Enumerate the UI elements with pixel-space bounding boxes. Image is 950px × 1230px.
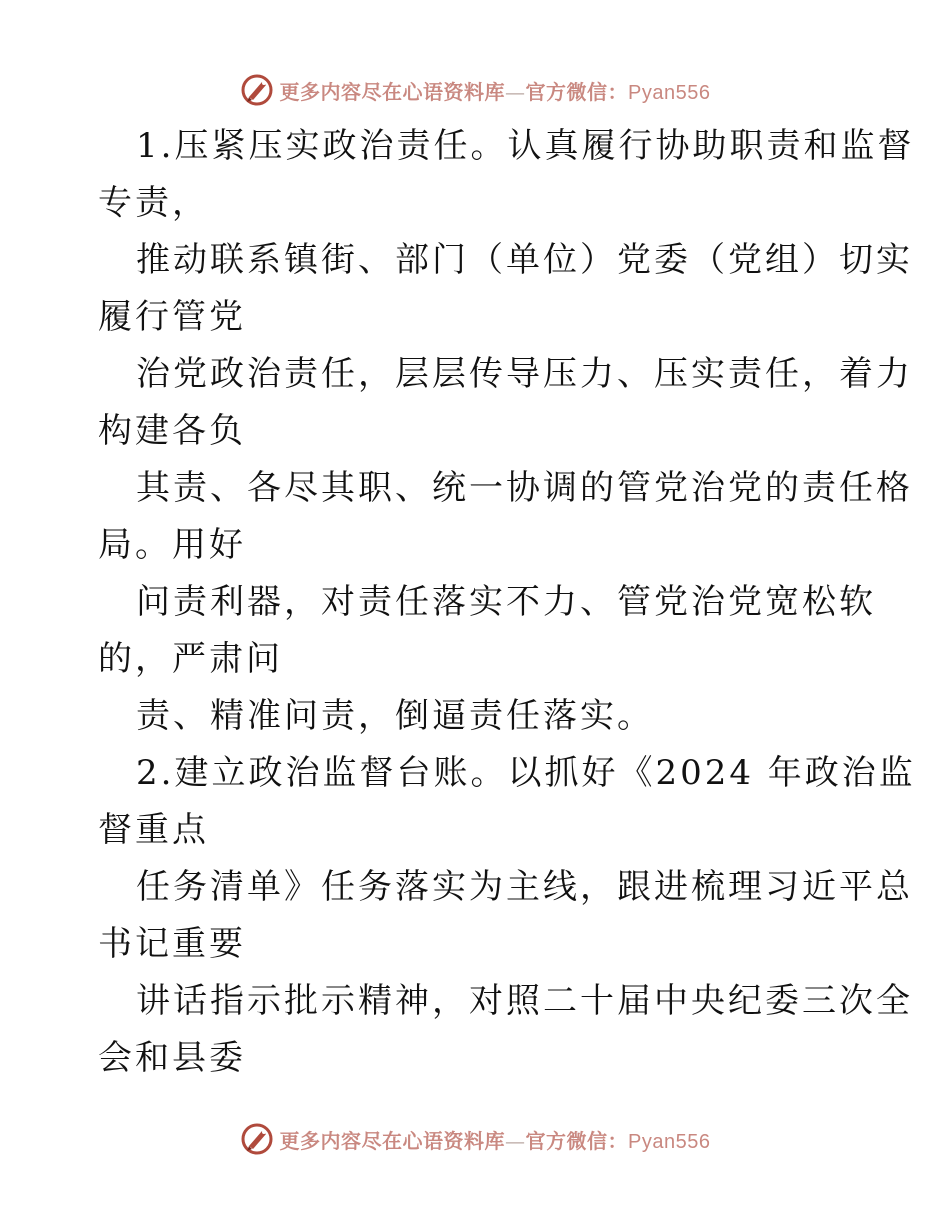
paragraph-line: 2.建立政治监督台账。以抓好《2024 年政治监	[136, 753, 916, 793]
pen-logo-icon	[240, 1122, 274, 1156]
paragraph-line: 推动联系镇街、部门（单位）党委（党组）切实	[136, 240, 913, 280]
paragraph-line: 责、精准问责，倒逼责任落实。	[136, 696, 654, 736]
paragraph	[98, 574, 876, 688]
paragraph-line-continued: 书记重要	[98, 924, 246, 964]
paragraph-line-continued: 会和县委	[98, 1038, 246, 1078]
paragraph-line-continued: 履行管党	[98, 297, 246, 337]
paragraph-line-continued: 督重点	[98, 810, 209, 850]
paragraph	[98, 232, 913, 346]
paragraph	[98, 859, 913, 973]
footer-watermark	[0, 1117, 950, 1161]
paragraph	[98, 346, 913, 460]
header-watermark	[0, 68, 950, 112]
paragraph	[98, 460, 913, 574]
paragraph-line-continued: 构建各负	[98, 411, 246, 451]
watermark-text: 更多内容尽在心语资料库	[279, 79, 506, 104]
paragraph-line: 其责、各尽其职、统一协调的管党治党的责任格	[136, 468, 913, 508]
paragraph	[98, 973, 913, 1087]
paragraph-line: 治党政治责任，层层传导压力、压实责任，着力	[136, 354, 913, 394]
watermark-account: Pyan556	[628, 81, 711, 104]
paragraph-line-continued: 的，严肃问	[98, 639, 283, 679]
paragraph-line: 任务清单》任务落实为主线，跟进梳理习近平总	[136, 867, 913, 907]
paragraph	[98, 745, 916, 859]
paragraph-line: 讲话指示批示精神，对照二十届中央纪委三次全	[136, 981, 913, 1021]
watermark-separator: —	[505, 1128, 526, 1153]
paragraph	[98, 118, 915, 232]
watermark-label: 官方微信：	[525, 1128, 629, 1153]
watermark-separator: —	[505, 79, 526, 104]
document-body	[98, 118, 916, 1087]
watermark-text: 更多内容尽在心语资料库	[279, 1128, 506, 1153]
pen-logo-icon	[240, 73, 274, 107]
watermark-account: Pyan556	[628, 1130, 711, 1153]
watermark-label: 官方微信：	[525, 79, 629, 104]
paragraph-line: 1.压紧压实政治责任。认真履行协助职责和监督	[136, 126, 915, 166]
paragraph	[98, 688, 858, 745]
paragraph-line-continued: 专责，	[98, 183, 209, 223]
paragraph-line: 问责利器，对责任落实不力、管党治党宽松软	[136, 582, 876, 622]
paragraph-line-continued: 局。用好	[98, 525, 246, 565]
